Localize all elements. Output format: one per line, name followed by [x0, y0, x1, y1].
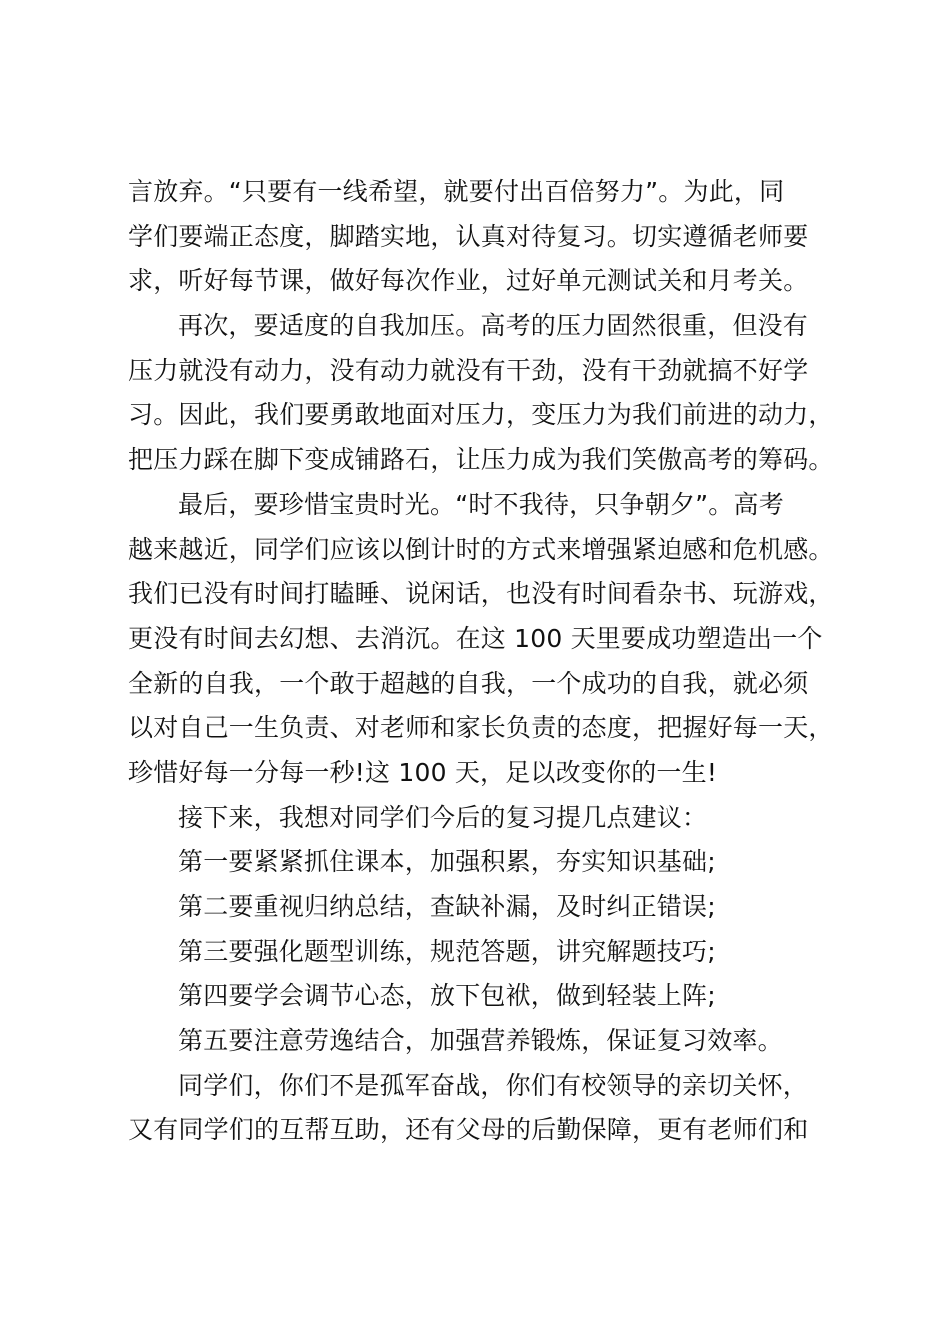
text-line: 把压力踩在脚下变成铺路石，让压力成为我们笑傲高考的筹码。: [128, 445, 834, 475]
text-line: 更没有时间去幻想、去消沉。在这 100 天里要成功塑造出一个: [128, 623, 823, 653]
text-line: 我们已没有时间打瞌睡、说闲话，也没有时间看杂书、玩游戏，: [128, 579, 834, 609]
text-line: 越来越近，同学们应该以倒计时的方式来增强紧迫感和危机感。: [128, 534, 834, 564]
text-line: 第五要注意劳逸结合，加强营养锻炼，保证复习效率。: [178, 1026, 783, 1056]
text-line: 学们要端正态度，脚踏实地，认真对待复习。切实遵循老师要: [128, 221, 809, 251]
text-line: 第四要学会调节心态，放下包袱，做到轻装上阵;: [178, 981, 716, 1011]
text-line: 第一要紧紧抓住课本，加强积累，夯实知识基础;: [178, 847, 716, 877]
text-line: 压力就没有动力，没有动力就没有干劲，没有干劲就搞不好学: [128, 355, 809, 385]
text-line: 又有同学们的互帮互助，还有父母的后勤保障，更有老师们和: [128, 1115, 809, 1145]
text-line: 同学们，你们不是孤军奋战，你们有校领导的亲切关怀，: [178, 1070, 809, 1100]
text-line: 习。因此，我们要勇敢地面对压力，变压力为我们前进的动力，: [128, 400, 834, 430]
text-line: 全新的自我，一个敢于超越的自我，一个成功的自我，就必须: [128, 668, 809, 698]
text-line: 以对自己一生负责、对老师和家长负责的态度，把握好每一天，: [128, 713, 834, 743]
text-line: 第三要强化题型训练，规范答题，讲究解题技巧;: [178, 936, 716, 966]
text-line: 珍惜好每一分每一秒!这 100 天，足以改变你的一生!: [128, 757, 718, 787]
text-line: 第二要重视归纳总结，查缺补漏，及时纠正错误;: [178, 892, 716, 921]
body-text: [128, 170, 858, 1153]
text-line: 最后，要珍惜宝贵时光。“时不我待，只争朝夕”。高考: [178, 489, 784, 519]
text-line: 言放弃。“只要有一线希望，就要付出百倍努力”。为此，同: [128, 177, 785, 206]
text-line: 接下来，我想对同学们今后的复习提几点建议：: [178, 802, 708, 832]
text-line: 再次，要适度的自我加压。高考的压力固然很重，但没有: [178, 311, 809, 341]
text-line: 求，听好每节课，做好每次作业，过好单元测试关和月考关。: [128, 266, 809, 296]
